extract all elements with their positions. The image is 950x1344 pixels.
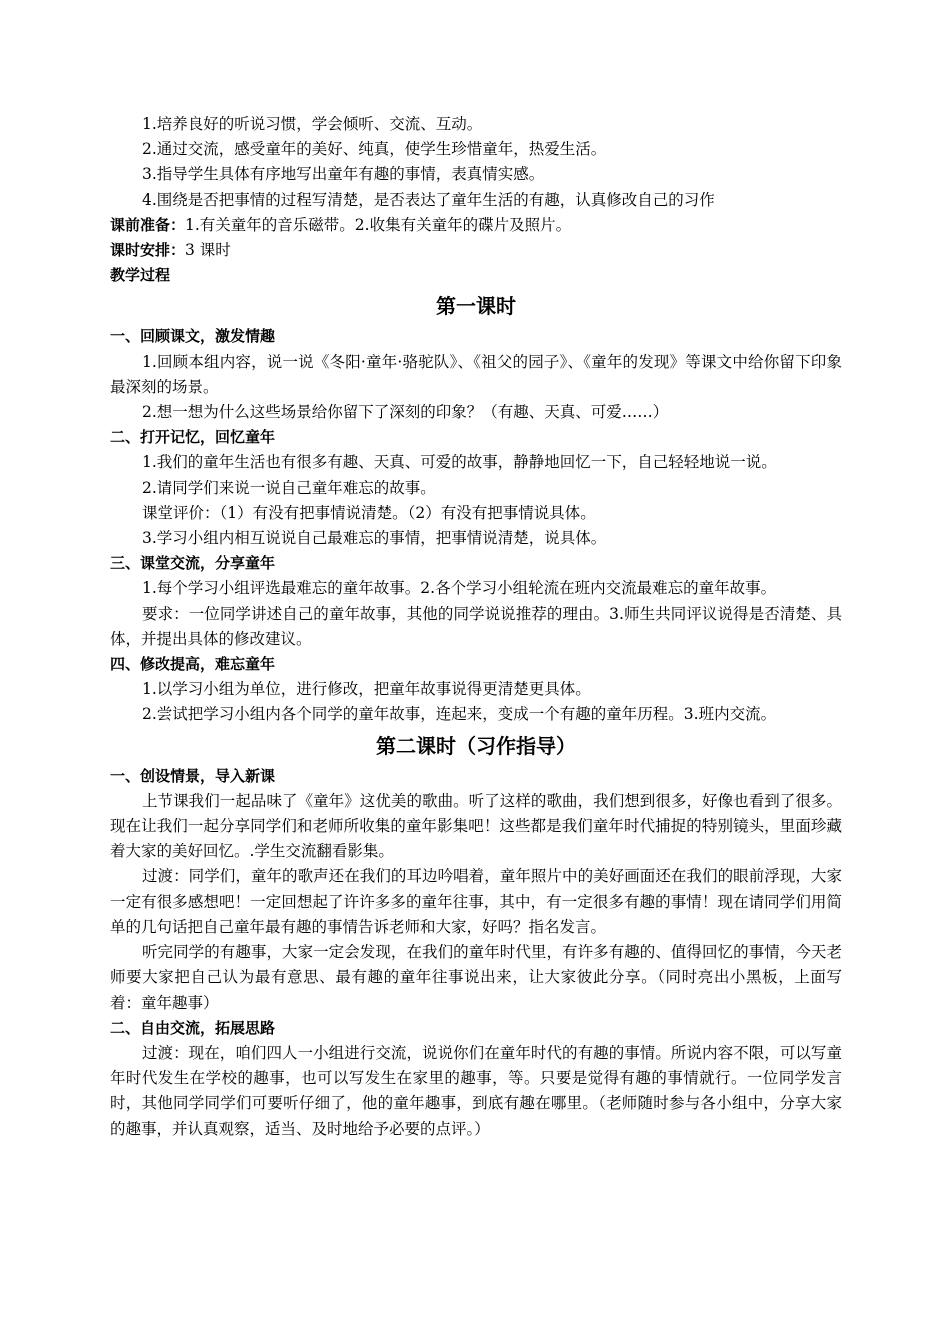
- schedule-label: 课时安排：: [110, 241, 186, 260]
- l1-s1-heading: 一、回顾课文，激发情趣: [110, 327, 276, 346]
- l1-s4-heading: 四、修改提高，难忘童年: [110, 655, 276, 674]
- l1-s4-p1: 1.以学习小组为单位，进行修改，把童年故事说得更清楚更具体。: [142, 680, 591, 699]
- l1-s2-p3: 课堂评价：（1）有没有把事情说清楚。（2）有没有把事情说具体。: [142, 503, 596, 522]
- l1-s2-p1: 1.我们的童年生活也有很多有趣、天真、可爱的故事，静静地回忆一下，自己轻轻地说一说。: [142, 453, 777, 472]
- l1-s3-p2: 要求：一位同学讲述自己的童年故事，其他的同学说说推荐的理由。3.师生共同评议说得是否清楚、具体，并提出具体的修改建议。: [110, 604, 842, 648]
- goal-3: 3.指导学生具体有序地写出童年有趣的事情，表真情实感。: [142, 165, 545, 184]
- l1-s2-p2: 2.请同学们来说一说自己童年难忘的故事。: [142, 478, 436, 497]
- l2-s2-p1: 过渡：现在，咱们四人一小组进行交流，说说你们在童年时代的有趣的事情。所说内容不限，可以写童年时代发生在学校的趣事，也可以写发生在家里的趣事，等。只要是觉得有趣的事情就行。一位同学发言时，其他同学同学们可要听仔细了，他的童年趣事，到底有趣在哪里。（老师随时参与各小组中，分享大家的趣事，并认真观察，适当、及时地给予必要的点评。）: [110, 1043, 842, 1138]
- goal-2: 2.通过交流，感受童年的美好、纯真，使学生珍惜童年，热爱生活。: [142, 140, 607, 159]
- l1-s2-p4: 3.学习小组内相互说说自己最难忘的事情，把事情说清楚，说具体。: [142, 529, 607, 548]
- l1-s3-p1: 1.每个学习小组评选最难忘的童年故事。2.各个学习小组轮流在班内交流最难忘的童年故事。: [142, 579, 777, 598]
- goal-1: 1.培养良好的听说习惯，学会倾听、交流、互动。: [142, 115, 483, 133]
- l2-s1-p3: 听完同学的有趣事，大家一定会发现，在我们的童年时代里，有许多有趣的、值得回忆的事情，今天老师要大家把自己认为最有意思、最有趣的童年往事说出来，让大家彼此分享。（同时亮出小黑板，上面写着：童年趣事）: [110, 943, 842, 1012]
- l2-s1-heading: 一、创设情景，导入新课: [110, 766, 276, 785]
- l1-s1-p2: 2.想一想为什么这些场景给你留下了深刻的印象？（有趣、天真、可爱……）: [142, 403, 669, 422]
- l1-s4-p2: 2.尝试把学习小组内各个同学的童年故事，连起来，变成一个有趣的童年历程。3.班内交流。: [142, 705, 777, 724]
- l1-s3-heading: 三、课堂交流，分享童年: [110, 554, 276, 573]
- schedule-line: [110, 238, 842, 263]
- prep-text: 1.有关童年的音乐磁带。2.收集有关童年的碟片及照片。: [185, 215, 572, 234]
- prep-line: [110, 213, 842, 238]
- l2-s2-heading: 二、自由交流，拓展思路: [110, 1018, 276, 1037]
- document-page: [110, 112, 842, 1142]
- prep-label: 课前准备：: [110, 215, 186, 234]
- lesson1-title: 第一课时: [436, 294, 516, 319]
- l2-s1-p2: 过渡：同学们，童年的歌声还在我们的耳边吟唱着，童年照片中的美好画面还在我们的眼前浮现，大家一定有很多感想吧！一定回想起了许许多多的童年往事，其中，有一定很多有趣的事情！现在请同学们用简单的几句话把自己童年最有趣的事情告诉老师和大家，好吗？指名发言。: [110, 867, 842, 936]
- schedule-text: 3 课时: [185, 241, 231, 260]
- l2-s1-p1: 上节课我们一起品味了《童年》这优美的歌曲。听了这样的歌曲，我们想到很多，好像也看到了很多。现在让我们一起分享同学们和老师所收集的童年影集吧！这些都是我们童年时代捕捉的特别镜头，里面珍藏着大家的美好回忆。.学生交流翻看影集。: [110, 791, 842, 861]
- l1-s2-heading: 二、打开记忆，回忆童年: [110, 428, 276, 447]
- process-heading: 教学过程: [110, 266, 171, 285]
- lesson2-title: 第二课时（习作指导）: [376, 733, 576, 758]
- l1-s1-p1: 1.回顾本组内容，说一说《冬阳·童年·骆驼队》、《祖父的园子》、《童年的发现》等课文中给你留下印象最深刻的场景。: [110, 352, 842, 396]
- goal-4: 4.围绕是否把事情的过程写清楚，是否表达了童年生活的有趣，认真修改自己的习作: [142, 190, 715, 209]
